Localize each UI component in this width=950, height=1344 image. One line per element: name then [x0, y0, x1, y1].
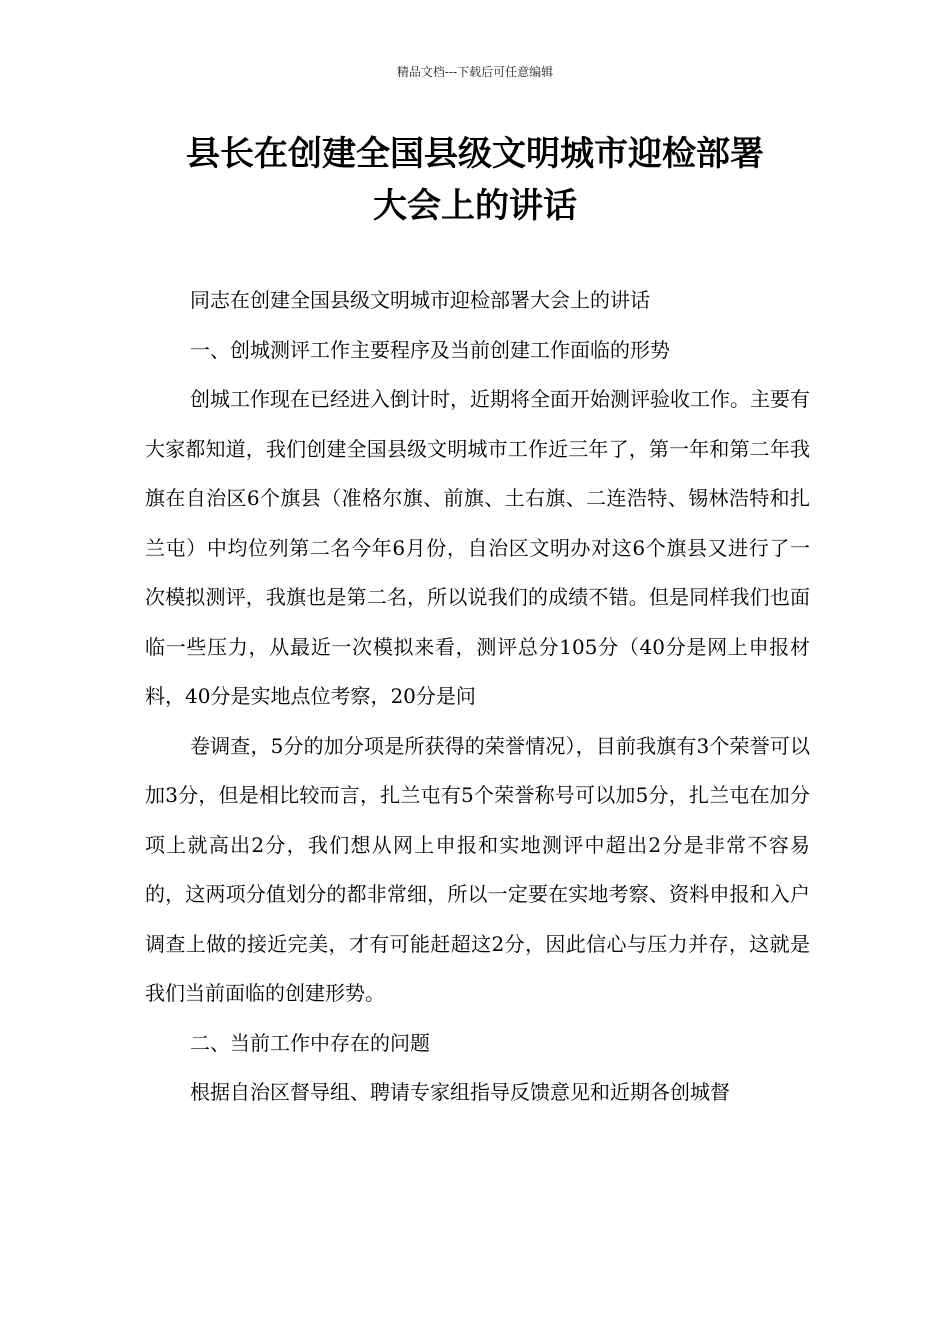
- paragraph: 创城工作现在已经进入倒计时，近期将全面开始测评验收工作。主要有大家都知道，我们创建全国县级文明城市工作近三年了，第一年和第二年我旗在自治区6个旗县（准格尔旗、前旗、土右旗、二连浩特、锡林浩特和扎兰屯）中均位列第二名今年6月份，自治区文明办对这6个旗县又进行了一次模拟测评，我旗也是第二名，所以说我们的成绩不错。但是同样我们也面临一些压力，从最近一次模拟来看，测评总分105分（40分是网上申报材料，40分是实地点位考察，20分是问: [145, 387, 810, 708]
- section-heading: 一、创城测评工作主要程序及当前创建工作面临的形势: [190, 337, 670, 362]
- paragraph: 卷调查，5分的加分项是所获得的荣誉情况），目前我旗有3个荣誉可以加3分，但是相比较而言，扎兰屯有5个荣誉称号可以加5分，扎兰屯在加分项上就高出2分，我们想从网上申报和实地测评中超出2分是非常不容易的，这两项分值划分的都非常细，所以一定要在实地考察、资料申报和入户调查上做的接近完美，才有可能赶超这2分，因此信心与压力并存，这就是我们当前面临的创建形势。: [145, 733, 810, 1005]
- paragraph: 根据自治区督导组、聘请专家组指导反馈意见和近期各创城督: [190, 1080, 730, 1104]
- header-note: 精品文档---下载后可任意编辑: [396, 65, 554, 79]
- title-line-1: 县长在创建全国县级文明城市迎检部署: [186, 134, 764, 174]
- paragraph: 同志在创建全国县级文明城市迎检部署大会上的讲话: [190, 288, 650, 312]
- title-line-2: 大会上的讲话: [373, 186, 577, 226]
- document-title: [100, 128, 850, 232]
- document-body: [145, 276, 810, 1118]
- section-heading: 二、当前工作中存在的问题: [190, 1030, 430, 1055]
